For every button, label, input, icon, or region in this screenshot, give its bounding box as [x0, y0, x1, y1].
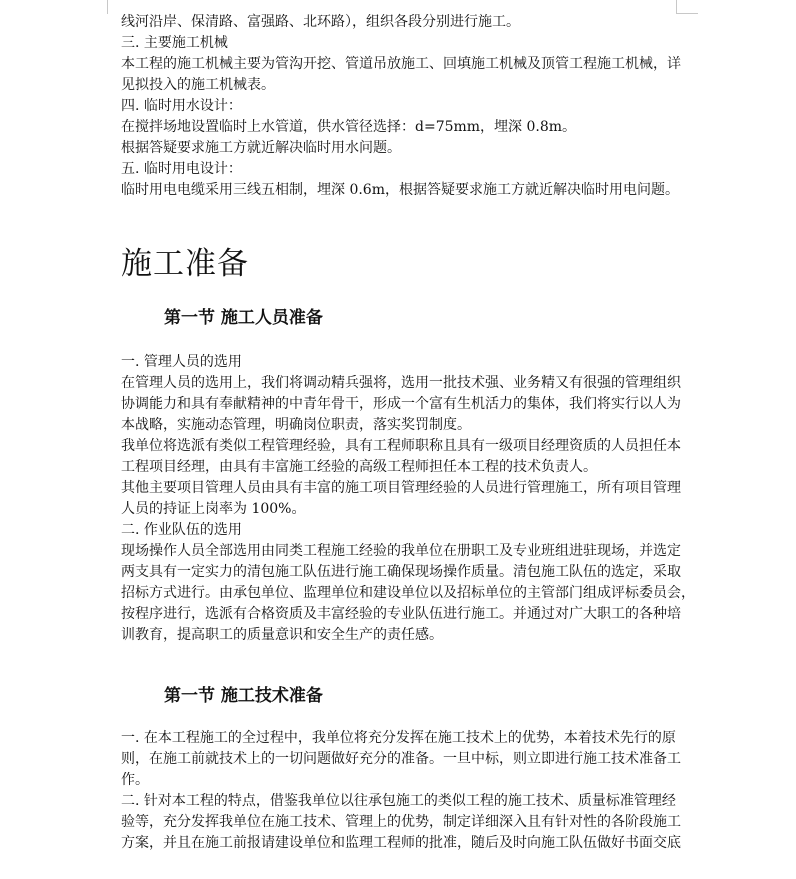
text-line: 在管理人员的选用上，我们将调动精兵强将，选用一批技术强、业务精又有很强的管理组织 [121, 375, 681, 391]
text-line: 招标方式进行。由承包单位、监理单位和建设单位以及招标单位的主管部门组成评标委员会， [121, 585, 695, 601]
heading-temp-power: 五. 临时用电设计： [121, 161, 242, 177]
text-line: 按程序进行，选派有合格资质及丰富经验的专业队伍进行施工。并通过对广大职工的各种培 [121, 606, 681, 622]
text-line: 二. 针对本工程的特点，借鉴我单位以往承包施工的类似工程的施工技术、质量标准管理经 [121, 793, 676, 809]
text-line: 两支具有一定实力的清包施工队伍进行施工确保现场操作质量。清包施工队伍的选定，采取 [121, 564, 681, 580]
text-line: 本工程的施工机械主要为管沟开挖、管道吊放施工、回填施工机械及顶管工程施工机械，详 [121, 56, 681, 72]
text-line: 根据答疑要求施工方就近解决临时用水问题。 [121, 140, 401, 156]
text-line: 则，在施工前就技术上的一切问题做好充分的准备。一旦中标，则立即进行施工技术准备工 [121, 751, 681, 767]
text-line: 见拟投入的施工机械表。 [121, 77, 275, 93]
page-corner-mark-right-horizontal [676, 13, 698, 14]
text-line: 线河沿岸、保清路、富强路、北环路），组织各段分别进行施工。 [121, 14, 520, 30]
text-line: 工程项目经理，由具有丰富施工经验的高级工程师担任本工程的技术负责人。 [121, 459, 597, 475]
text-line: 一. 在本工程施工的全过程中，我单位将充分发挥在施工技术上的优势，本着技术先行的原 [121, 730, 676, 746]
page-corner-mark-left [107, 0, 108, 14]
text-line: 在搅拌场地设置临时上水管道，供水管径选择：d=75mm，埋深 0.8m。 [121, 119, 577, 135]
text-line: 协调能力和具有奉献精神的中青年骨干，形成一个富有生机活力的集体，我们将实行以人为 [121, 396, 681, 412]
text-line: 验等，充分发挥我单位在施工技术、管理上的优势，制定详细深入且有针对性的各阶段施工 [121, 814, 681, 830]
section-title-technical: 第一节 施工技术准备 [164, 686, 323, 706]
text-line: 我单位将选派有类似工程管理经验，具有工程师职称且具有一级项目经理资质的人员担任本 [121, 438, 681, 454]
text-line: 其他主要项目管理人员由具有丰富的施工项目管理经验的人员进行管理施工，所有项目管理 [121, 480, 681, 496]
heading-main-machinery: 三. 主要施工机械 [121, 35, 228, 51]
text-line: 临时用电电缆采用三线五相制，埋深 0.6m，根据答疑要求施工方就近解决临时用电问题。 [121, 182, 679, 198]
heading-temp-water: 四. 临时用水设计： [121, 98, 242, 114]
subheading-management: 一. 管理人员的选用 [121, 354, 242, 370]
section-title-personnel: 第一节 施工人员准备 [164, 308, 323, 328]
text-line: 作。 [121, 772, 149, 788]
intro-block [121, 12, 681, 201]
text-line: 人员的持证上岗率为 100%。 [121, 501, 306, 517]
document-body [121, 12, 695, 854]
text-line: 现场操作人员全部选用由同类工程施工经验的我单位在册职工及专业班组进驻现场，并选定 [121, 543, 681, 559]
text-line: 方案，并且在施工前报请建设单位和监理工程师的批准，随后及时向施工队伍做好书面交底 [121, 835, 681, 851]
section-technical-body [121, 728, 681, 854]
section-personnel-body [121, 352, 695, 646]
text-line: 本战略，实施动态管理，明确岗位职责，落实奖罚制度。 [121, 417, 471, 433]
subheading-workforce: 二. 作业队伍的选用 [121, 522, 242, 538]
chapter-title: 施工准备 [121, 246, 249, 282]
text-line: 训教育，提高职工的质量意识和安全生产的责任感。 [121, 627, 443, 643]
